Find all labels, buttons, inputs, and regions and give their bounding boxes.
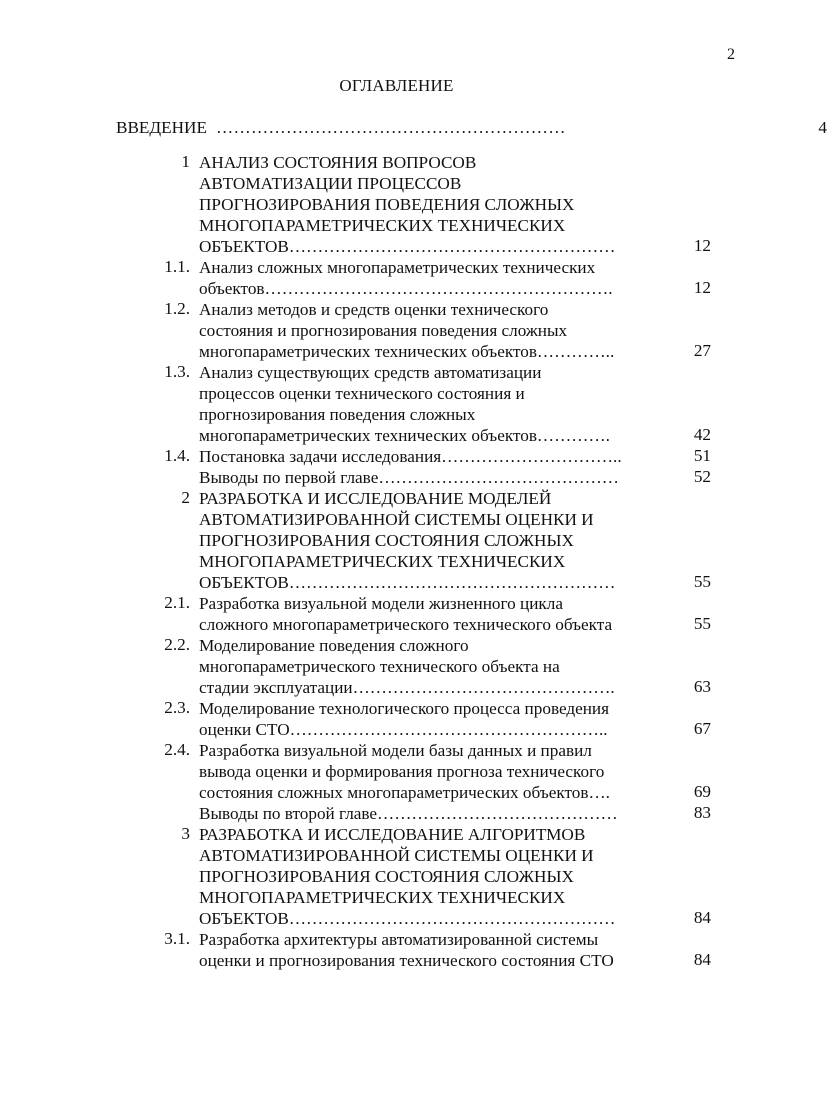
toc-entry-line: оценки и прогнозирования технического состояния СТО <box>199 951 614 970</box>
toc-entry-line: Моделирование поведения сложного <box>199 636 469 655</box>
toc-entry-line: многопараметрического технического объекта на <box>199 657 560 676</box>
toc-entry-line: РАЗРАБОТКА И ИССЛЕДОВАНИЕ АЛГОРИТМОВ <box>199 825 586 844</box>
toc-intro-dots: …………………………………………………… <box>216 118 566 137</box>
toc-entry-line: АНАЛИЗ СОСТОЯНИЯ ВОПРОСОВ <box>199 153 477 172</box>
toc-entry-line: Выводы по первой главе…………………………………… <box>199 468 619 487</box>
toc-entry-line: состояния сложных многопараметрических объектов…. <box>199 783 610 802</box>
toc-entry-line: ОБЪЕКТОВ………………………………………………… <box>199 237 616 256</box>
toc-entry-line: Моделирование технологического процесса проведения <box>199 699 610 718</box>
toc-intro-page: 4 <box>818 118 827 137</box>
toc-entry-line: РАЗРАБОТКА И ИССЛЕДОВАНИЕ МОДЕЛЕЙ <box>199 489 552 508</box>
toc-entry-line: Разработка визуальной модели жизненного цикла <box>199 594 563 613</box>
toc-entry-number: 1.2. <box>164 299 190 318</box>
toc-entry-title <box>199 929 659 971</box>
toc-entry-title <box>199 635 659 698</box>
toc-entry-line: ПРОГНОЗИРОВАНИЯ СОСТОЯНИЯ СЛОЖНЫХ <box>199 531 574 550</box>
toc-entry-page: 55 <box>693 572 711 591</box>
toc-entry-line: оценки СТО……………………………………………….. <box>199 720 608 739</box>
toc-entry-page: 63 <box>693 677 711 696</box>
toc-entry-line: вывода оценки и формирования прогноза технического <box>199 762 605 781</box>
toc-entry-title <box>199 488 659 593</box>
toc-entry-title <box>199 467 659 488</box>
toc-entry-number: 1.3. <box>164 362 190 381</box>
toc-entry-number: 1.1. <box>164 257 190 276</box>
toc-entry-line: ПРОГНОЗИРОВАНИЯ СОСТОЯНИЯ СЛОЖНЫХ <box>199 867 574 886</box>
toc-entry-line: многопараметрических технических объектов………….. <box>199 342 615 361</box>
toc-entry-page: 69 <box>693 782 711 801</box>
toc-entry-page: 84 <box>693 908 711 927</box>
toc-entry-page: 12 <box>693 236 711 255</box>
toc-entry-line: МНОГОПАРАМЕТРИЧЕСКИХ ТЕХНИЧЕСКИХ <box>199 216 566 235</box>
toc-entry-number: 3.1. <box>164 929 190 948</box>
toc-entry-line: ПРОГНОЗИРОВАНИЯ ПОВЕДЕНИЯ СЛОЖНЫХ <box>199 195 575 214</box>
toc-entry-title <box>199 152 659 257</box>
toc-entry-number: 1 <box>181 152 190 171</box>
toc-entry-page: 67 <box>693 719 711 738</box>
toc-entry-number: 2.3. <box>164 698 190 717</box>
toc-entry-page: 84 <box>693 950 711 969</box>
toc-entry-title <box>199 593 659 635</box>
toc-entry-title <box>199 446 659 467</box>
toc-entry-line: МНОГОПАРАМЕТРИЧЕСКИХ ТЕХНИЧЕСКИХ <box>199 888 566 907</box>
toc-entry-line: сложного многопараметрического технического объекта <box>199 615 613 634</box>
toc-entry-line: объектов……………………………………………………. <box>199 279 613 298</box>
toc-entry-title <box>199 803 659 824</box>
toc-entry-line: Анализ методов и средств оценки технического <box>199 300 549 319</box>
toc-entry-line: многопараметрических технических объектов…………. <box>199 426 610 445</box>
toc-entry-number: 2.4. <box>164 740 190 759</box>
toc-intro-label: ВВЕДЕНИЕ <box>116 118 207 137</box>
toc-entry-line: ОБЪЕКТОВ………………………………………………… <box>199 573 616 592</box>
toc-entry-number: 2.2. <box>164 635 190 654</box>
toc-entry-number: 3 <box>181 824 190 843</box>
toc-entry-line: Анализ сложных многопараметрических технических <box>199 258 596 277</box>
toc-entry-line: Разработка визуальной модели базы данных и правил <box>199 741 592 760</box>
page-title: ОГЛАВЛЕНИЕ <box>339 76 454 95</box>
toc-entry-page: 12 <box>693 278 711 297</box>
toc-entry-page: 52 <box>693 467 711 486</box>
toc-entry-line: Выводы по второй главе…………………………………… <box>199 804 618 823</box>
toc-entry-title <box>199 362 659 446</box>
toc-entry-line: АВТОМАТИЗИРОВАННОЙ СИСТЕМЫ ОЦЕНКИ И <box>199 510 594 529</box>
toc-entry-line: стадии эксплуатации………………………………………. <box>199 678 615 697</box>
toc-entry-line: АВТОМАТИЗИРОВАННОЙ СИСТЕМЫ ОЦЕНКИ И <box>199 846 594 865</box>
toc-entry-title <box>199 698 659 740</box>
toc-entry-title <box>199 299 659 362</box>
toc-entry-title <box>199 740 659 803</box>
toc-entry-line: прогнозирования поведения сложных <box>199 405 476 424</box>
toc-entry-line: процессов оценки технического состояния и <box>199 384 525 403</box>
toc-entry-line: Анализ существующих средств автоматизации <box>199 363 542 382</box>
toc-entry-number: 2.1. <box>164 593 190 612</box>
toc-entry-line: Разработка архитектуры автоматизированной системы <box>199 930 599 949</box>
toc-entry-number: 2 <box>181 488 190 507</box>
toc-entry-line: АВТОМАТИЗАЦИИ ПРОЦЕССОВ <box>199 174 462 193</box>
page-number: 2 <box>727 46 735 63</box>
toc-entry-page: 42 <box>693 425 711 444</box>
toc-entry-line: ОБЪЕКТОВ………………………………………………… <box>199 909 616 928</box>
toc-entry-line: состояния и прогнозирования поведения сложных <box>199 321 568 340</box>
toc-entry-line: Постановка задачи исследования………………………….. <box>199 447 622 466</box>
toc-entry-line: МНОГОПАРАМЕТРИЧЕСКИХ ТЕХНИЧЕСКИХ <box>199 552 566 571</box>
toc-entry-title <box>199 257 659 299</box>
toc-entry-page: 55 <box>693 614 711 633</box>
toc-entry-page: 51 <box>693 446 711 465</box>
toc-entry-page: 27 <box>693 341 711 360</box>
toc-entry-title <box>199 824 659 929</box>
toc-entry-page: 83 <box>693 803 711 822</box>
toc-entry-number: 1.4. <box>164 446 190 465</box>
